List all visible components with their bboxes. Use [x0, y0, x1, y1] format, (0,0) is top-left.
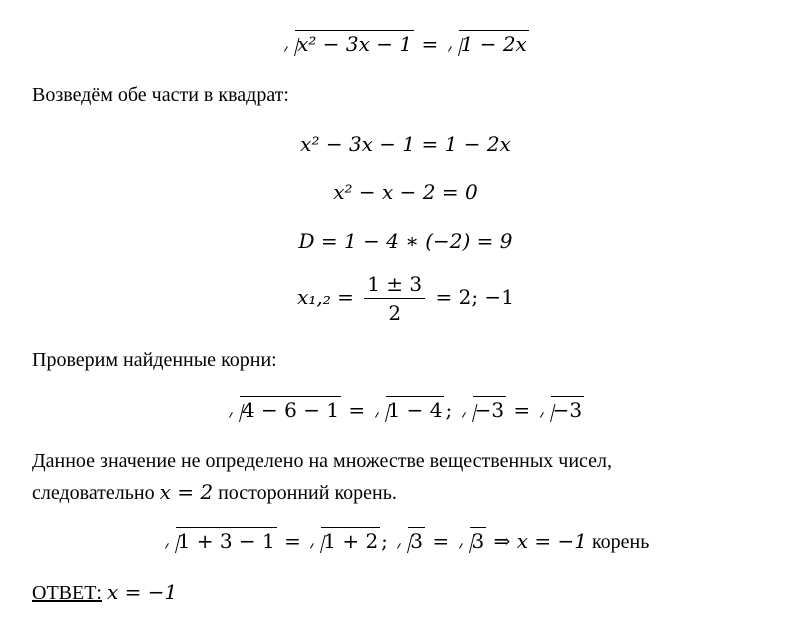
radical-rhs: 1 − 2x [445, 30, 529, 57]
radical-check1: 4 − 6 − 1 [226, 396, 341, 423]
radical-check5: 1 + 3 − 1 [162, 527, 277, 554]
equation-roots: x₁,₂ = $\frac{1 \pm 3}{2}$ = 2; −1 [297, 272, 514, 325]
equation-check-second: 1 + 3 − 1 = 1 + 2 ; 3 = 3 ⇒ x = −1 корень [0, 527, 811, 554]
answer-label: ОТВЕТ: [32, 582, 102, 604]
roots-fraction: $\frac{1 \pm 3}{2}$ [364, 272, 425, 325]
radical-check3: −3 [459, 396, 506, 423]
answer-value: x = −1 [107, 580, 178, 604]
equation-squared: x² − 3x − 1 = 1 − 2x [300, 132, 511, 156]
radical-check4: −3 [537, 396, 584, 423]
radical-check8: 3 [456, 527, 487, 554]
radical-check6: 1 + 2 [307, 527, 380, 554]
radical-lhs: x² − 3x − 1 [281, 30, 414, 57]
answer-line [32, 580, 177, 605]
note-line-1: Данное значение не определено на множестве вещественных чисел, [32, 450, 613, 472]
radical-check2: 1 − 4 [372, 396, 445, 423]
step-square-text: Возведём обе части в квадрат: [32, 84, 289, 106]
equation-quadratic: x² − x − 2 = 0 [333, 180, 478, 204]
step-check-text: Проверим найденные корни: [32, 349, 277, 371]
equation-check-first: 4 − 6 − 1 = 1 − 4 ; −3 = −3 [0, 396, 811, 423]
equation-original: x² − 3x − 1 = 1 − 2x [0, 30, 811, 57]
equation-discriminant: D = 1 − 4 ∗ (−2) = 9 [298, 229, 513, 253]
radical-check7: 3 [394, 527, 425, 554]
note-line-2: следовательно x = 2 посторонний корень. [32, 480, 397, 504]
